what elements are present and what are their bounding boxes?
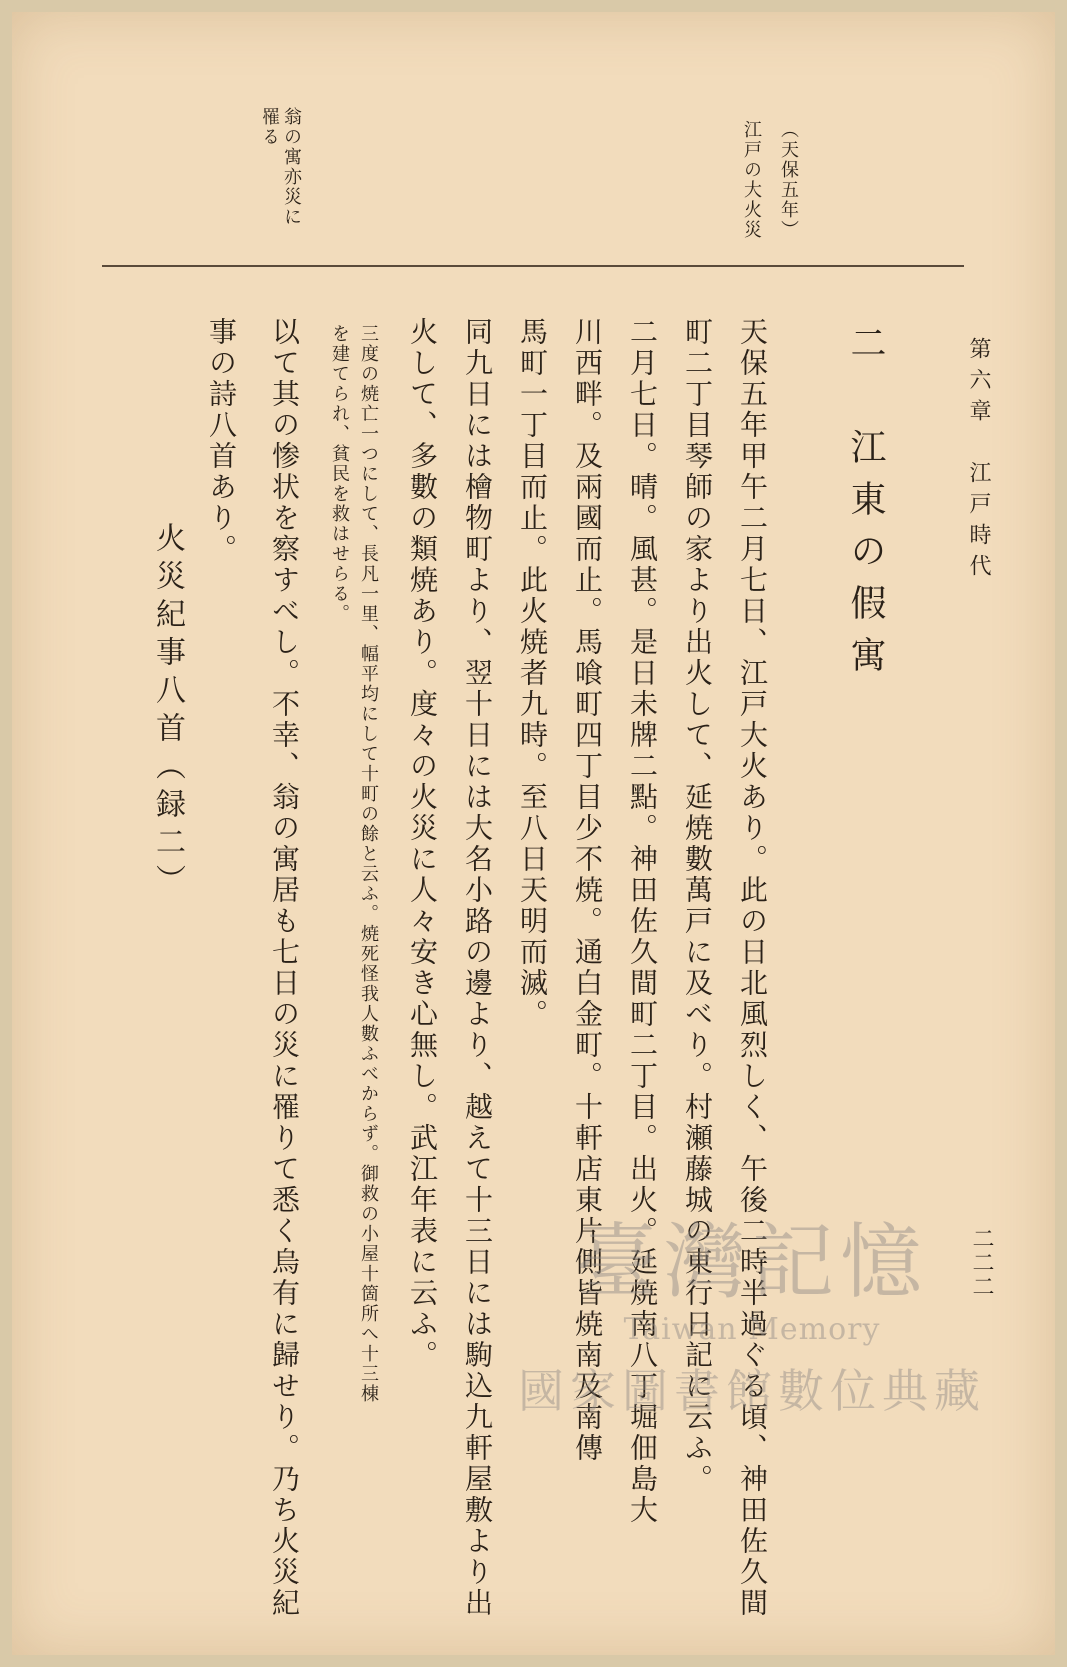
header-rule — [102, 265, 964, 267]
body-column-1: 天保五年甲午二月七日、江戸大火あり。此の日北風烈しく、午後二時半過ぐる頃、神田佐久間 — [736, 317, 769, 1619]
watermark-english: Taiwan Memory — [623, 1312, 881, 1347]
margin-note-fire: 江戸の大火災 — [741, 120, 762, 240]
poem-title: 火災紀事八首（録二） — [150, 522, 185, 902]
body-column-8: 以て其の惨状を察すべし。不幸、翁の寓居も七日の災に罹りて悉く烏有に歸せり。乃ち火災紀 — [268, 317, 301, 1619]
watermark-chinese: 國家圖書館數位典藏 — [518, 1364, 986, 1418]
body-column-4: 川西畔。及兩國而止。馬喰町四丁目少不焼。通白金町。十軒店東片側皆焼南及南傳 — [571, 317, 604, 1464]
body-column-2: 町二丁目琴師の家より出火して、延焼數萬戸に及べり。村瀬藤城の東行日記に云ふ。 — [681, 317, 714, 1495]
margin-note-year: （天保五年） — [778, 120, 799, 240]
section-heading: 二 江東の假寓 — [845, 324, 886, 688]
note-column-2: を建てられ、貧民を救はせらる。 — [329, 324, 350, 624]
body-column-7: 火して、多數の類焼あり。度々の火災に人々安き心無し。武江年表に云ふ。 — [406, 317, 439, 1371]
body-column-3: 二月七日。晴。風甚。是日未牌二點。神田佐久間町二丁目。出火。延焼南八丁堀佃島大 — [626, 317, 659, 1526]
watermark-calligraphy: 臺灣記憶 — [575, 1215, 928, 1310]
margin-note-residence: 翁の寓亦災に — [281, 107, 302, 227]
running-title: 第六章 江戸時代 — [966, 337, 991, 585]
library-watermark — [482, 1215, 1022, 1532]
body-column-6: 同九日には檜物町より、翌十日には大名小路の邊より、越えて十三日には駒込九軒屋敷より出 — [461, 317, 494, 1619]
page-number: 二二二 — [969, 1227, 994, 1299]
margin-note-residence-cont: 罹る — [259, 107, 280, 147]
body-column-9: 事の詩八首あり。 — [205, 317, 238, 565]
scanned-page — [12, 12, 1055, 1655]
note-column-1: 三度の焼亡一つにして、長凡一里、幅平均にして十町の餘と云ふ。焼死怪我人數ふべからず。御救の小屋十箇所へ十三棟 — [358, 324, 379, 1404]
body-column-5: 馬町一丁目而止。此火焼者九時。至八日天明而滅。 — [516, 317, 549, 1030]
